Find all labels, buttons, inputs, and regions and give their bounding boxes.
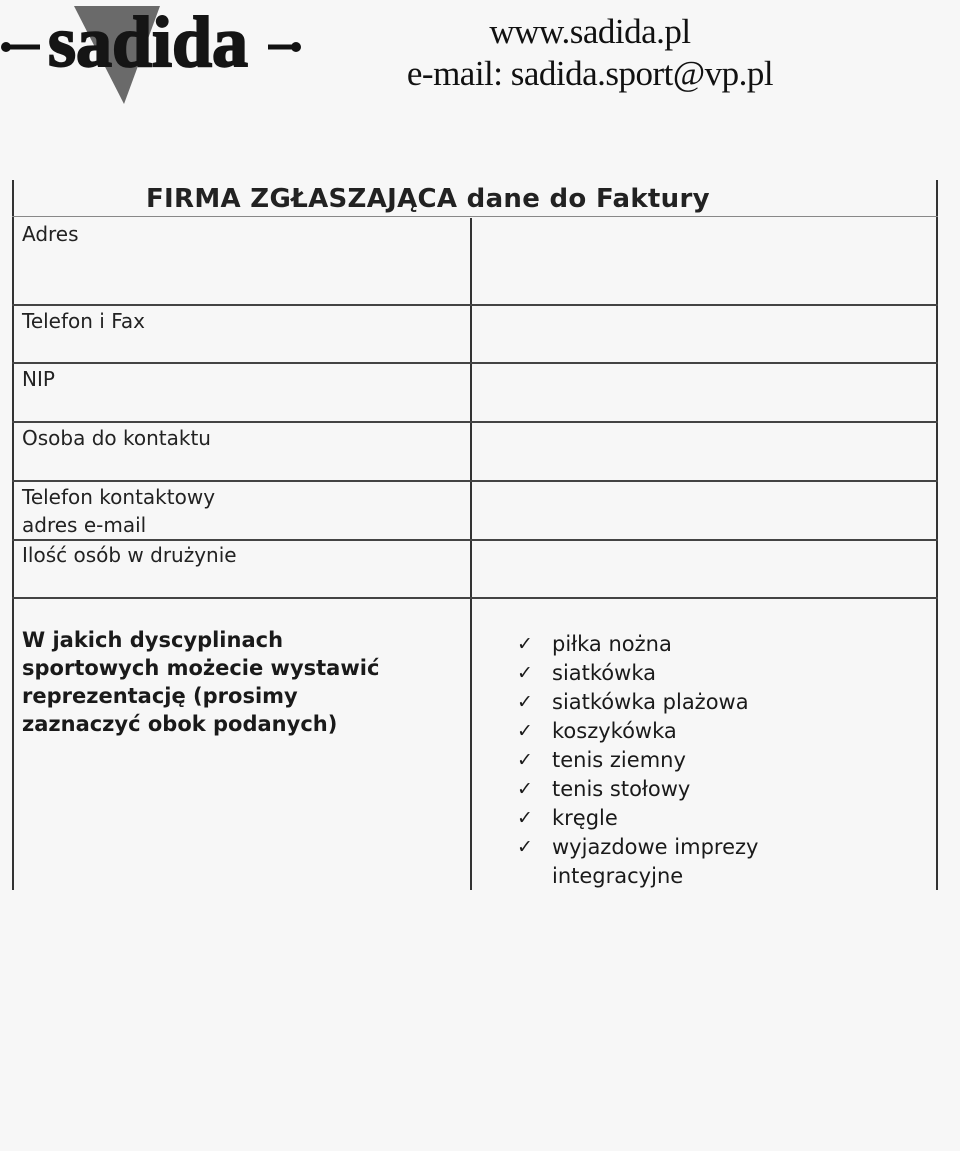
question-line: sportowych możecie wystawić <box>22 656 380 680</box>
address-input-cell[interactable] <box>474 220 934 302</box>
check-icon: ✓ <box>517 691 533 713</box>
field-label-contact-phone: Telefon kontaktowy <box>22 485 216 509</box>
contact-phone-email-input-cell[interactable] <box>474 484 934 537</box>
logo-dot-left <box>1 42 11 52</box>
discipline-item[interactable] <box>517 746 852 775</box>
row-divider-title <box>12 216 938 217</box>
discipline-label: koszykówka <box>552 719 677 743</box>
discipline-label: siatkówka <box>552 661 656 685</box>
contact-person-input-cell[interactable] <box>474 425 934 478</box>
row-divider-2 <box>12 362 938 364</box>
discipline-item[interactable] <box>517 775 852 804</box>
field-label-nip: NIP <box>22 367 55 391</box>
discipline-label: wyjazdowe imprezy <box>552 835 759 859</box>
field-label-contact-person: Osoba do kontaktu <box>22 426 211 450</box>
question-line: W jakich dyscyplinach <box>22 628 284 652</box>
question-line: zaznaczyć obok podanych) <box>22 712 338 736</box>
row-divider-3 <box>12 421 938 423</box>
phone-fax-input-cell[interactable] <box>474 308 934 360</box>
form-border-right <box>936 180 938 890</box>
field-label-email: adres e-mail <box>22 513 147 537</box>
check-icon: ✓ <box>517 836 533 858</box>
discipline-label: tenis stołowy <box>552 777 691 801</box>
discipline-label: siatkówka plażowa <box>552 690 749 714</box>
nip-input-cell[interactable] <box>474 366 934 419</box>
check-icon: ✓ <box>517 720 533 742</box>
check-icon: ✓ <box>517 778 533 800</box>
discipline-item[interactable] <box>517 659 852 688</box>
field-label-address: Adres <box>22 222 79 246</box>
website-url[interactable]: www.sadida.pl <box>489 12 691 51</box>
discipline-item[interactable] <box>517 630 852 659</box>
disciplines-question <box>22 626 462 738</box>
sadida-logo <box>0 0 330 110</box>
contact-header <box>380 12 800 96</box>
discipline-label: kręgle <box>552 806 618 830</box>
discipline-label: integracyjne <box>552 864 684 888</box>
check-icon: ✓ <box>517 807 533 829</box>
team-size-input-cell[interactable] <box>474 543 934 595</box>
form-title: FIRMA ZGŁASZAJĄCA dane do Faktury <box>146 184 710 214</box>
discipline-item[interactable] <box>517 804 852 833</box>
field-label-team-size: Ilość osób w drużynie <box>22 543 237 567</box>
question-line: reprezentację (prosimy <box>22 684 298 708</box>
disciplines-checklist <box>517 630 852 891</box>
discipline-item[interactable] <box>517 833 852 862</box>
row-divider-4 <box>12 480 938 482</box>
discipline-label: tenis ziemny <box>552 748 686 772</box>
check-icon: ✓ <box>517 749 533 771</box>
row-divider-1 <box>12 304 938 306</box>
logo-wordmark: sadida <box>47 2 249 82</box>
row-divider-6 <box>12 597 938 599</box>
form-column-divider <box>470 218 472 890</box>
field-label-phone-fax: Telefon i Fax <box>22 309 145 333</box>
discipline-item[interactable] <box>517 688 852 717</box>
check-icon: ✓ <box>517 662 533 684</box>
discipline-item-continuation <box>517 862 852 891</box>
logo-dot-right <box>291 42 301 52</box>
form-border-left <box>12 180 14 890</box>
email-address[interactable]: e-mail: sadida.sport@vp.pl <box>406 54 774 93</box>
discipline-label: piłka nożna <box>552 632 672 656</box>
check-icon: ✓ <box>517 633 533 655</box>
discipline-item[interactable] <box>517 717 852 746</box>
